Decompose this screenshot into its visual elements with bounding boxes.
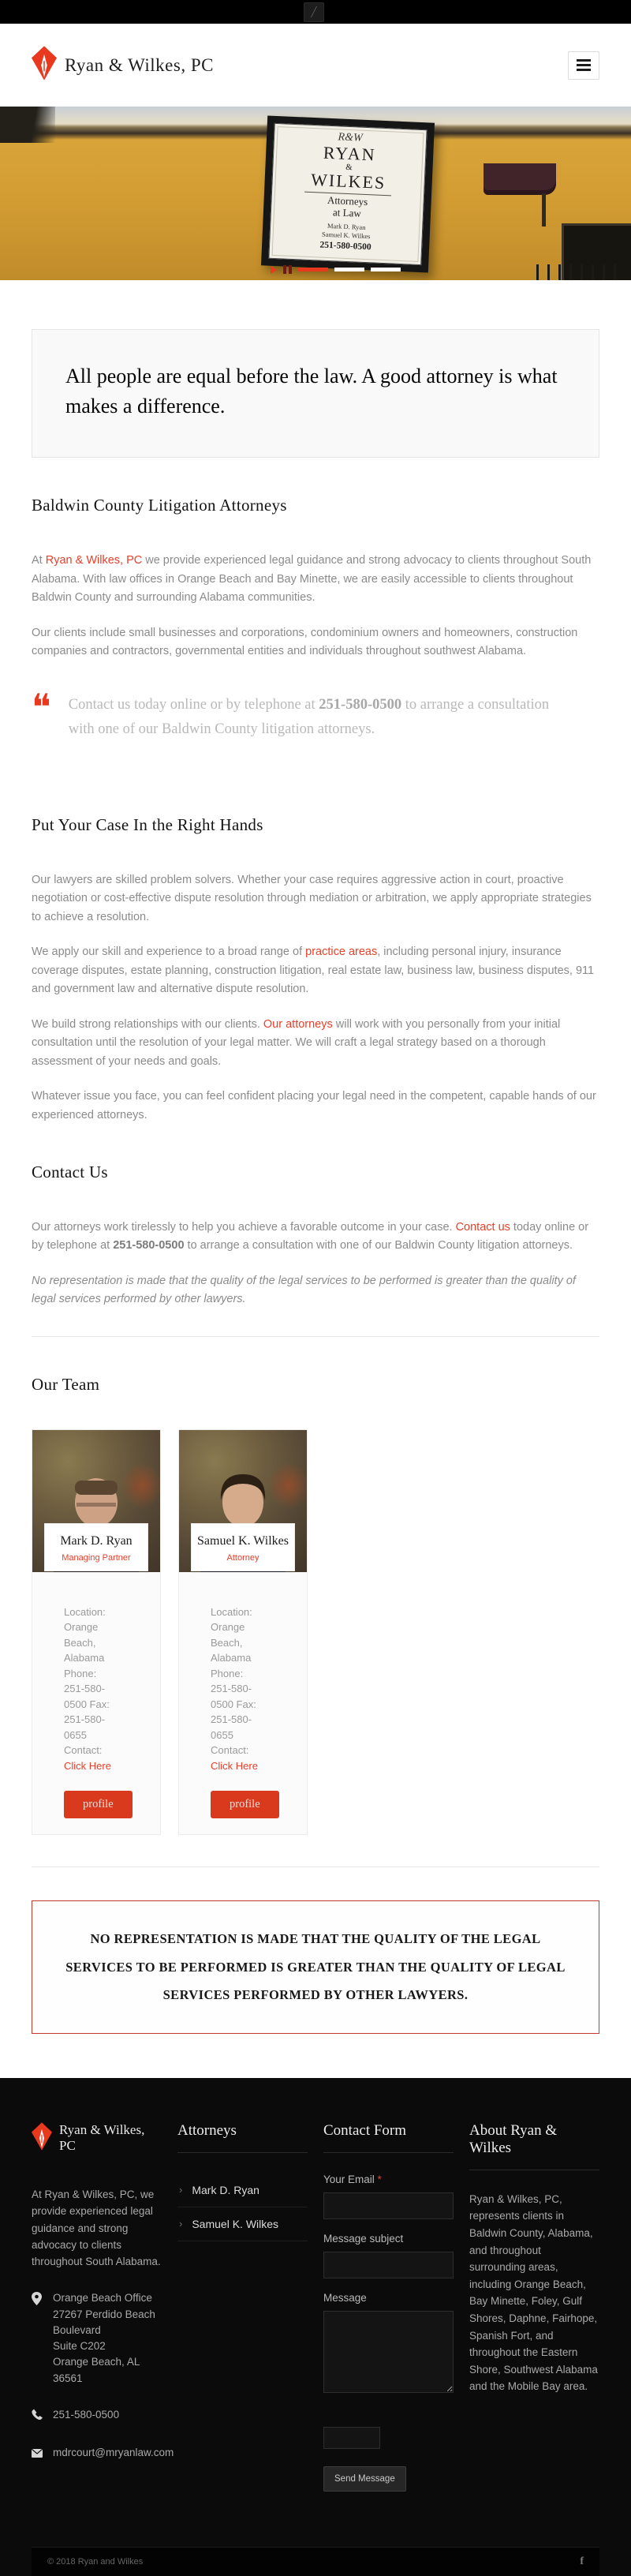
firm-name-link[interactable]: Ryan & Wilkes, PC [45,554,143,567]
pause-icon[interactable] [283,265,292,274]
footer-link-samuel-wilkes[interactable]: › Samuel K. Wilkes [177,2207,308,2241]
legal-disclaimer-banner: NO REPRESENTATION IS MADE THAT THE QUALITY OF THE LEGAL SERVICES TO BE PERFORMED IS GREATER THAN THE QUALITY OF LEGAL SERVICES PERFORMED BY OTHER LAWYERS. [32,1900,599,2033]
footer-phone-row [32,2407,162,2424]
sign-ampersand: & [345,162,353,173]
site-footer [0,2078,631,2576]
contact-heading: Contact Us [32,1163,108,1181]
team-heading: Our Team [32,1374,100,1394]
no-representation-note: No representation is made that the quality of the legal services to be performed is greater than the quality of legal services performed by other lawyers. [32,1274,576,1306]
footer-col-attorneys [177,2122,308,2492]
quote-mark-icon: ❝ [32,685,51,728]
practice-areas-link[interactable]: practice areas [305,945,378,959]
intro-heading: Baldwin County Litigation Attorneys [32,496,287,515]
brand-logo[interactable] [32,46,214,84]
sign-title-bottom: WILKES [310,170,386,193]
send-message-button[interactable]: Send Message [323,2466,406,2492]
topbar-toggle-button[interactable] [304,2,324,22]
footer-bottom-bar [32,2547,599,2576]
footer-col-about [469,2122,599,2492]
hamburger-icon [577,59,591,62]
hero-slider [0,107,631,280]
footer-logo[interactable] [32,2122,162,2155]
slide-indicator-2[interactable] [334,268,364,271]
sign-tagline2: at Law [332,206,362,219]
facebook-icon[interactable]: f [580,2555,584,2567]
main-content [0,329,631,2034]
footer-address: Orange Beach Office 27267 Perdido Beach Boulevard Suite C202 Orange Beach, AL 36561 [53,2292,155,2384]
sign-attorney1: Mark D. Ryan [327,221,366,231]
attorney-title: Attorney [226,1552,259,1563]
sign-attorney2: Samuel K. Wilkes [321,230,371,241]
section-divider [32,1866,599,1867]
contact-click-here-link[interactable]: Click Here [64,1759,111,1772]
attorney-card-mark-ryan [32,1429,161,1836]
attorney-card-samuel-wilkes [178,1429,308,1836]
subject-field[interactable] [323,2252,454,2278]
attorney-name-box [44,1523,148,1571]
profile-button[interactable]: profile [211,1791,279,1818]
required-asterisk: * [377,2173,382,2185]
sign-tagline1: Attorneys [327,193,368,208]
attorney-details: Location: Orange Beach, Alabama Phone: 251-580-0500 Fax: 251-580-0655 Contact: Click Here [211,1604,266,1774]
site-header [0,24,631,107]
site-title: Ryan & Wilkes, PC [65,54,214,75]
contact-form-heading: Contact Form [323,2121,407,2139]
intro-paragraph-2: Our clients include small businesses and corporations, condominium owners and homeowners, construction companies and contractors, governmental entities and individuals throughout southwest Alabama. [32,626,578,658]
section-divider [32,1336,599,1337]
chevron-right-icon: › [179,2184,183,2196]
pen-nib-kite-icon [32,2122,52,2155]
footer-site-title: Ryan & Wilkes, PC [59,2122,145,2154]
contact-blockquote [32,685,599,743]
message-label: Message [323,2291,367,2304]
email-field[interactable] [323,2192,454,2219]
pen-nib-kite-icon [32,46,57,84]
case-paragraph-3: We build strong relationships with our clients. Our attorneys will work with you personally from your initial consultation until the resolution of your legal matter. We will craft a legal strategy based on a thorough assessment of your needs and goals. [32,1017,561,1068]
phone-number: 251-580-0500 [319,696,402,713]
blockquote-text: Contact us today online or by telephone at 251-580-0500 to arrange a consultation with one of our Baldwin County litigation attorneys. [68,696,550,738]
hero-roof-shade [0,107,55,143]
about-heading: About Ryan & Wilkes [469,2121,558,2156]
copyright-text: © 2018 Ryan and Wilkes [47,2556,144,2567]
footer-attorneys-heading: Attorneys [177,2121,237,2139]
slide-indicator-3[interactable] [371,268,401,271]
awning-decor [484,163,556,195]
play-icon[interactable] [271,266,277,274]
attorney-name-box [191,1523,295,1571]
contact-us-link[interactable]: Contact us [455,1221,510,1234]
contact-form [323,2174,454,2492]
attorney-name: Mark D. Ryan [60,1533,133,1548]
case-heading: Put Your Case In the Right Hands [32,814,263,834]
subject-label: Message subject [323,2232,404,2245]
message-field[interactable] [323,2311,454,2393]
sign-title-top: RYAN [323,142,377,165]
slider-controls [271,265,401,274]
railing-decor [536,264,623,280]
sign-monogram: R&W [338,131,363,144]
hamburger-menu-button[interactable] [568,51,599,80]
contact-paragraph: Our attorneys work tirelessly to help you achieve a favorable outcome in your case. Contact us today online or by telephone at 251-580-0500 to arrange a consultation with one of our Baldwin County litigation attorneys. [32,1221,589,1252]
footer-email[interactable]: mdrcourt@mryanlaw.com [53,2447,174,2459]
phone-icon [32,2407,43,2424]
quote-banner: All people are equal before the law. A good attorney is what makes a difference. [32,329,599,458]
email-label: Your Email * [323,2173,382,2185]
awning-pole-decor [542,193,546,227]
footer-col-contact-form [323,2122,454,2492]
footer-email-row [32,2445,174,2462]
sign-phone: 251-580-0500 [319,240,372,253]
chevron-right-icon: › [179,2218,183,2230]
case-paragraph-2: We apply our skill and experience to a broad range of practice areas, including personal injury, insurance coverage disputes, estate planning, construction litigation, real estate law, business law, business disputes, 911 and government law and alternative dispute resolution. [32,945,595,996]
profile-button[interactable]: profile [64,1791,133,1818]
diagonal-glyph-icon: ╱ [311,6,317,17]
footer-blurb: At Ryan & Wilkes, PC, we provide experienced legal guidance and strong advocacy to clients throughout South Alabama. [32,2188,161,2268]
location-pin-icon [32,2290,43,2387]
team-cards [32,1429,599,1836]
slide-indicator-1[interactable] [298,268,328,271]
our-attorneys-link[interactable]: Our attorneys [263,1017,333,1031]
contact-click-here-link[interactable]: Click Here [211,1759,258,1772]
attorney-name: Samuel K. Wilkes [197,1533,289,1548]
case-paragraph-4: Whatever issue you face, you can feel confident placing your legal need in the competent, capable hands of our experienced attorneys. [32,1090,596,1121]
intro-paragraph-1: At Ryan & Wilkes, PC we provide experienced legal guidance and strong advocacy to clients throughout South Alabama. With law offices in Orange Beach and Bay Minette, we are easily accessible to clients throughout Baldwin County and surrounding Alabama communities. [32,554,592,605]
envelope-icon [32,2445,43,2462]
footer-col-brand [32,2122,174,2492]
top-bar [0,0,631,24]
case-paragraph-1: Our lawyers are skilled problem solvers. Whether your case requires aggressive action in court, proactive negotiation or cost-effective dispute resolution through mediation or arbitration, we apply appropriate strategies to achieve a resolution. [32,873,592,923]
attorney-details: Location: Orange Beach, Alabama Phone: 251-580-0500 Fax: 251-580-0655 Contact: Click Here [64,1604,119,1774]
phone-number: 251-580-0500 [113,1239,185,1252]
attorney-title: Managing Partner [62,1552,131,1563]
footer-phone[interactable]: 251-580-0500 [53,2408,120,2421]
verification-field[interactable] [323,2427,380,2449]
about-text: Ryan & Wilkes, PC, represents clients in Baldwin County, Alabama, and throughout surrounding areas, including Orange Beach, Bay Minette, Foley, Gulf Shores, Daphne, Fairhope, Spanish Fort, and throughout the Eastern Shore, Southwest Alabama and the Mobile Bay area. [469,2192,598,2393]
footer-address-row [32,2290,162,2387]
office-sign [261,115,435,272]
footer-link-mark-ryan[interactable]: › Mark D. Ryan [177,2174,308,2207]
